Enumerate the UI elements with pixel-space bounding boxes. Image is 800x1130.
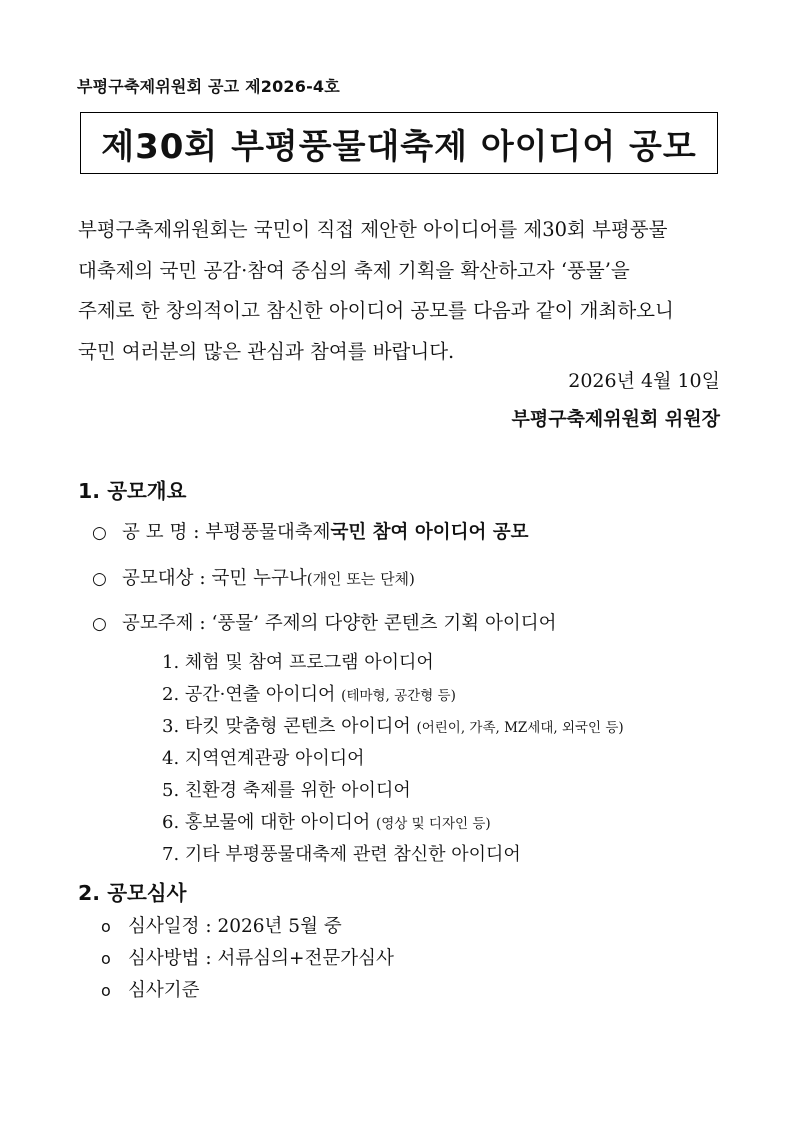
review-text: 심사방법 : 서류심의+전문가심사: [128, 948, 394, 969]
signer: 부평구축제위원회 위원장: [511, 408, 720, 430]
list-item-text: 5. 친환경 축제를 위한 아이디어: [162, 780, 411, 801]
list-item: [162, 648, 434, 674]
document-title: 제30회 부평풍물대축제 아이디어 공모: [101, 126, 697, 167]
list-item: [162, 808, 491, 834]
list-item: [162, 712, 624, 738]
list-item-text: 7. 기타 부평풍물대축제 관련 참신한 아이디어: [162, 844, 521, 865]
circle-bullet-icon: ○: [92, 569, 107, 589]
intro-paragraph: [78, 210, 720, 372]
section-title: 2. 공모심사: [78, 881, 187, 905]
list-item: [162, 680, 456, 706]
list-item: [162, 744, 365, 770]
section-title: 1. 공모개요: [78, 479, 187, 503]
bullet-label: 공 모 명 : 부평풍물대축제: [122, 522, 331, 543]
list-item-text: 3. 타킷 맞춤형 콘텐츠 아이디어: [162, 716, 417, 737]
circle-bullet-icon: ○: [92, 523, 107, 543]
bullet-label: 공모주제 : ‘풍물’ 주제의 다양한 콘텐츠 기획 아이디어: [122, 613, 557, 634]
review-text: 심사기준: [128, 980, 200, 1001]
circle-bullet-icon: ○: [92, 614, 107, 634]
bullet-target: [92, 564, 415, 590]
intro-line: 부평구축제위원회는 국민이 직접 제안한 아이디어를 제30회 부평풍물: [78, 218, 668, 241]
review-criteria: [101, 976, 199, 1002]
list-item: [162, 776, 411, 802]
notice-date: 2026년 4월 10일: [568, 370, 720, 392]
list-item-text: 6. 홍보물에 대한 아이디어: [162, 812, 376, 833]
list-item-text: 4. 지역연계관광 아이디어: [162, 748, 365, 769]
bullet-value: 국민 참여 아이디어 공모: [330, 522, 529, 543]
list-item-note: (테마형, 공간형 등): [341, 688, 456, 704]
intro-line: 주제로 한 창의적이고 참신한 아이디어 공모를 다음과 같이 개최하오니: [78, 299, 674, 322]
review-schedule: [101, 912, 342, 938]
list-item-note: (영상 및 디자인 등): [375, 816, 491, 832]
small-circle-bullet-icon: o: [101, 981, 111, 1000]
bullet-contest-name: [92, 518, 529, 544]
small-circle-bullet-icon: o: [101, 949, 111, 968]
title-box: [80, 112, 718, 174]
intro-line: 대축제의 국민 공감·참여 중심의 축제 기획을 확산하고자 ‘풍물’을: [78, 258, 630, 282]
list-item-note: (어린이, 가족, MZ세대, 외국인 등): [416, 720, 624, 736]
notice-number: 부평구축제위원회 공고 제2026-4호: [77, 77, 340, 96]
list-item-text: 1. 체험 및 참여 프로그램 아이디어: [162, 652, 434, 673]
review-method: [101, 944, 394, 970]
intro-line: 국민 여러분의 많은 관심과 참여를 바랍니다.: [78, 339, 455, 363]
bullet-topic: [92, 609, 556, 635]
bullet-note: (개인 또는 단체): [306, 570, 415, 588]
bullet-label: 공모대상 : 국민 누구나: [122, 568, 307, 589]
small-circle-bullet-icon: o: [101, 917, 111, 936]
list-item: [162, 840, 521, 866]
review-text: 심사일정 : 2026년 5월 중: [128, 916, 342, 937]
list-item-text: 2. 공간·연출 아이디어: [162, 684, 342, 705]
